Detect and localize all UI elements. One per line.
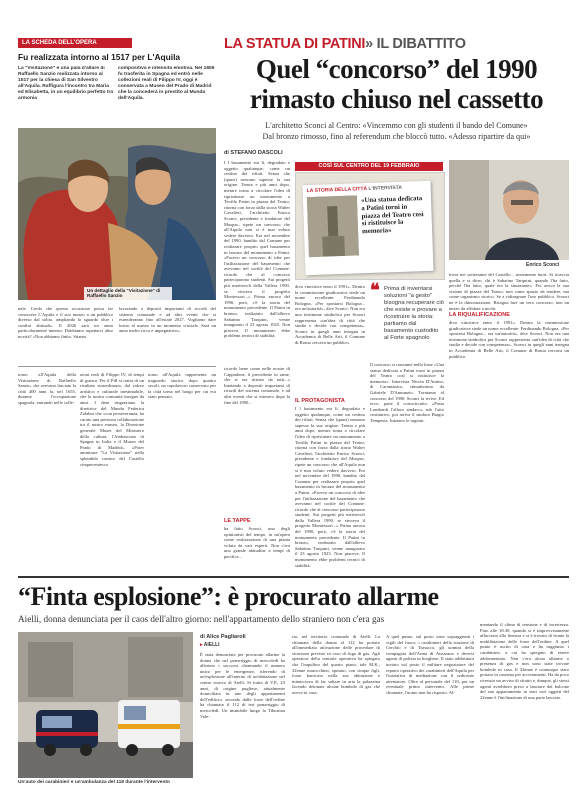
location-pin-icon: ▸: [200, 642, 203, 648]
mini-kicker-tag: L'INTERVISTA: [368, 184, 403, 192]
bottom-col-4: mentando il clima di tensione e di incertezza. Fino alle 18.30, quando si è improvvisamente affacciato alla finestra e si è trovato di fronte la mobilitazione delle forze dell'ordine. A quel punto è uscito di casa e ha raggiunto i carabinieri, a cui ha spiegato di essere addormentato. Non c'era alcun allarme o presenza di gas e non sono state trovate bombole in casa. Il 32enne è comunque stato portato in caserma per accertamenti. Ha da poco ricevuto un avviso di sfratto e, dunque, gli stessi agenti avrebbero preso a lanciare dal balcone del suo appartamento in stati vari oggetti del 22enne è l'inclinazione di una parte lasciato.: [480, 622, 569, 700]
main-col-6b: diva vincitrice entro il 1991». Dentro la commissione giudicatrice siede un nome eccellente: Ferdinando Bologna. «Per spostarsi Bologna... era un'autorità», dice Sconci. Non era una testimone simbolica per Sconci rappresenta «un'idea di città che studia e decide con competenza». Sconci in quegli anni insegna in Accademia di Belle Arti, il Comune di Roma cercava un pubblico.: [449, 320, 569, 359]
emergency-photo-caption: Un'auto dei carabinieri e un'ambulanza del 118 durante l'intervento: [18, 780, 170, 785]
sidebar-text-col-2: compositiva e intensità emotiva. Nel 1655 fu trasferita in Spagna ed entrò nelle collezioni reali di Filippo IV, oggi è conservata a Museo del Prado di Madrid che la concederà in prestito al Munda dell'Aquila.: [118, 66, 215, 101]
bottom-headline: “Finta esplosione”: è procurato allarme: [18, 582, 439, 611]
bottom-rule: [18, 576, 569, 578]
main-headline: [224, 54, 569, 114]
photo-banner: COSÌ SUL CENTRO DEL 19 FEBBRAIO: [295, 162, 443, 171]
mini-headline: «Una statua dedicata a Patini torni in piazza del Teatro così si ristituisce la memoria»: [360, 195, 424, 236]
bottom-byline: di Alice Pagliaroli: [200, 634, 246, 640]
subhead-riqualificazione: LA RIQUALIFICAZIONE: [449, 312, 510, 318]
main-col-3: ha fatto Sconci, uno degli opinionisti del tempo, in un'opera come realizzazione di una pianta voluta da vari esperti. Non c'era una grande abitudine a tempi di pacifica...: [224, 526, 290, 559]
main-col-4b: I l basamento era lì, degradato e oggetto qualunque, come un cestino dei rifiuti. Senza che (quasi) nessuno sapesse la sua origine. Trenta e più anni dopo, mentre torna a circolare l'idea di ripristinare un monumento a Teofilo Patini in piazza del Teatro, ritorna con forza dalla storia Walter Cavalieri, l'architetto Enrico Sconci, presidente e fondatore del Muspac, ripete un concorso che all'Aquila non si è mai voluto vedere davvero. Era nel novembre del 1990, bandito dal Comune per realizzare proprio quel basamento in bronzo del monumento a Patini. «Facevo un concorso di idee per l'utilizzazione del basamento che avevamo nel cortile del Comune: ricordo che al concorso parteciparono studenti. Sui progetti più meritevoli della Vallera 1990, se vinceva il progetto Montessori...» Prima ancora del 1990, però, c'è la storia del monumento precedente. Il Patini in bronzo, realizzato dall'allievo Sabatino Tarquini, venne inaugurato il 23 agosto 1925. Non piaceva. Il monumento ebbe problemi tecnici di stabilità.: [295, 406, 365, 568]
subhead-tappe: LE TAPPE: [224, 518, 251, 524]
main-headline-line-1: Quel “concorso” del 1990: [255, 54, 538, 84]
left-lower-col-2: lavorando a depositi importanti di ricordi del sistema comunale e ad altri eventi che si estenderanno fino all'estate 2027. Vogliamo dare lustro al museo in un momento cruciale. Sarà un anno molto ricco e impegnativo».: [119, 306, 216, 334]
main-col-1: I l basamento era lì, degradato e oggetto qualunque, come un cestino dei rifiuti. Senza che (quasi) nessuno sapesse la sua origine. Trenta e più anni dopo, mentre torna a circolare l'idea di ripristinare un monumento a Teofilo Patini in piazza del Teatro, ritorna con forza dalla storia Walter Cavalieri, l'architetto Enrico Sconci, presidente e fondatore del Muspac, ripete un concorso che all'Aquila non si è mai voluto vedere davvero. Era nel novembre del 1990, bandito dal Comune per realizzare proprio quel basamento in bronzo del monumento a Patini. «Facevo un concorso di idee per l'utilizzazione del basamento che avevamo nel cortile del Comune: ricordo che al concorso parteciparono studenti. Sui progetti più meritevoli della Vallera 1990, se vinceva il progetto Montessori...» Prima ancora del 1990, però, c'è la storia del monumento precedente. Il Patini in bronzo, realizzato dall'allievo Sabatino Tarquini, venne inaugurato il 23 agosto 1925. Non piaceva. Il monumento ebbe problemi tecnici di stabilità.: [224, 160, 290, 339]
bottom-place-label: AIELLI: [203, 642, 220, 648]
quote-mark-icon: ❝: [370, 280, 380, 300]
main-deck-line-2: Dal bronzo rimosso, fino al referendum che bloccò tutto. «Adesso ripartire da qui»: [262, 131, 531, 141]
left-lower-col-3: torno all'Aquila della Visitazione di Raffaello Sanzio, che avevano lasciato la città 400 anni fa, nel 1655, durante l'occupazione spagnola, entrando nelle colle-: [18, 372, 76, 405]
pull-quote: [370, 280, 444, 356]
painting-image: [18, 128, 216, 300]
bottom-deck: Aielli, donna denunciata per il caos dell'altro giorno: nell'appartamento dello straniero non c'era gas: [18, 614, 385, 624]
emergency-photo: [18, 632, 193, 778]
mini-kicker-topic: LA STORIA DELLA CITTÀ: [306, 186, 368, 195]
mini-kicker: [307, 185, 403, 194]
main-headline-line-2: rimasto chiuso nel cassetto: [249, 84, 544, 114]
main-col-4: diva vincitrice entro il 1991». Dentro la commissione giudicatrice siede un nome eccellente: Ferdinando Bologna. «Per spostarsi Bologna... era un'autorità», dice Sconci. Non era una testimone simbolica per Sconci rappresenta «un'idea di città che studia e decide con competenza». Sconci in quegli anni insegna in Accademia di Belle Arti, il Comune di Roma cercava un pubblico.: [295, 284, 365, 345]
newspaper-clipping-photo: [295, 172, 445, 280]
bottom-col-1: È stata denunciata per procurato allarme la donna che nel pomeriggio di mercoledì ha allertato i soccorsi chiamando il numero unico per le emergenze, riferendo di un'esplosione all'interno di un'abitazione nel centro storico di Aielli. Si tratta di V.P., 23 anni, di origine pugliese, attualmente domiciliata in uno degli appartamenti dell'edificio, secondo dalle forze dell'ordine ha chiamato il 112 di ieri pomeriggio di mercoledì. Un immobile lungo la Tiburtina Vale-: [200, 652, 285, 719]
left-lower-col-5: torno all'Aquila rappresenta un traguardo storico dopo quattro secoli, un capolavoro conservato per la città torna nel luogo per cui era stato pensato.: [148, 372, 216, 400]
bottom-place: [200, 642, 220, 648]
painting-caption: Un dettaglio della "Visitazione" di Raffaello Sanzio: [84, 287, 172, 300]
portrait-photo: [449, 160, 569, 260]
main-deck: [224, 121, 569, 142]
subhead-protagonista: IL PROTAGONISTA: [295, 398, 345, 404]
left-lower-col-1: nale. Credo che questa occasione possa far conoscere L'Aquila e il suo museo a un pubblico diverso dal solito, ampliando lo sguardo oltre i confini abituali». Il 2026 sarà un anno particolarmente intenso. Dobbiamo aspettarci altre novità? «Non abbiamo finito. Stiamo: [18, 306, 113, 339]
pull-quote-text: Prima di inventarsi soluzioni "a gesto" bisogna recuperare ciò che esiste e provare a ricostruire la storia: partiamo dal basamento custodito al Forte spagnolo: [384, 286, 444, 341]
kicker-topic: LA STATUA DI PATINI: [224, 36, 366, 52]
kicker: [224, 36, 569, 52]
left-lower-col-4: zioni reali di Filippo IV, di tempi di guerra. Per il PdI si tratta di un risultato straordinario, dal valore artistico e culturale inestimabile, che la nostra comunità insegue da anni. I dem ringraziano la direttrice del Munda Federica Zalabra che «con perseveranza, ha curato una preziosa collaborazione tra il nostro museo, la Direzione generale Musei del Ministero della cultura, l'Ambasciata di Spagna in Italia e il Museo del Prado di Madrid». «Poter ammirare "La Visitazione" nella splendida cornice del Castello cinquecentesco: [80, 372, 144, 467]
bottom-col-2: ria, nel territorio comunale di Aielli. La chiamata della donna al 112 ha portato all'immediata attivazione delle procedure di sicurezza previste in caso di fuga di gas. Agli operatori della centrale operativa ha spiegato che l'inquilino del quarto piano, tale M.K., 32enne marocchino, sposato, con cinque figli, fosse barricato nella sua abitazione e minacciava di far saltare in aria la palazzina facendo detonare alcune bombole di gas che aveva in casa.: [292, 634, 380, 695]
main-byline: di STEFANO DASCOLI: [224, 150, 283, 156]
main-deck-line-1: L'architetto Sconci al Centro: «Vincemmo con gli studenti il bando del Comune»: [265, 121, 528, 130]
mini-photo: [307, 195, 359, 257]
main-col-5: Il concorso si riassume nella frase «Una statua dedicata a Patini torni in piazza del Teatro così si ristituisce la memoria». Intervista Nicola D'Antino, di Caramanico, stimatissimo da Gabriele D'Annunzio. Torniamo al concorso del 1990. Sconci la rivive. Ed ecco, parte il cortocircuito. «Pasta Lombardi l'allora sindaco» ndr l'atto costitutivo, poi arriva il sindaco Biagio Tempesta. Iniziano le ragioni.: [370, 362, 444, 423]
sidebar-tag: LA SCHEDA DELL'OPERA: [18, 38, 132, 48]
divider: [18, 366, 216, 367]
bottom-col-3: A quel punto, sul posto sono sopraggiunti i vigili del fuoco, i carabinieri della stazione di Cerchio e di Trasacco, gli uomini della compagnia dell'Arma di Avezzano e diversi agenti di polizia in borghese. Il stato addirittura inviato sul posto il militare negoziatore del reparto operativo dei carabinieri dell'Aquila per l'iniziativa di mediazione con il sedicente attentatore. Oltre al personale del 118, per un eventuale primo intervento. Alle prime chiamate, l'uomo non ha risposto. Al-: [386, 634, 474, 695]
sidebar-text-col-1: La "Visitazione" è una pala d'altare di Raffaello Sanzio realizzata intorno al 1517 per la chiesa di San Silvestro all'Aquila. Raffigura l'incontro tra Maria ed Elisabetta, in un equilibrio perfetto tra armonia: [18, 66, 114, 101]
sidebar-headline: Fu realizzata intorno al 1517 per L'Aquila: [18, 52, 181, 62]
main-col-2: ricordo bene come nelle nostre di Cappadone, il precedente in rame, che si era ritirato da tutti...» Iniziando a depositi importanti di ricordi del sistema comunale, e ad altri eventi che si estesero dopo la fine del 1990...: [224, 366, 290, 405]
portrait-caption: Enrico Sconci: [526, 262, 560, 268]
kicker-section: » IL DIBATTITO: [365, 36, 466, 52]
main-col-6: trova nei sotterranei del Castello... tristemente fuori. Si ricaccia quella e si dice» chi è Sabatino Tarquini, quando l'ha fatto, perché l'ha fatto, quale era la situazione». Poi arriva la sua visione di piazza del Teatro, non come spazio da rendere, ma come organismo storico. Se a ridisegnare l'uso pubblico. Sconci ne è la dimostrazione. Bisogna fare un vero concorso, non un pezzo da affidare a pochi.: [449, 272, 569, 310]
